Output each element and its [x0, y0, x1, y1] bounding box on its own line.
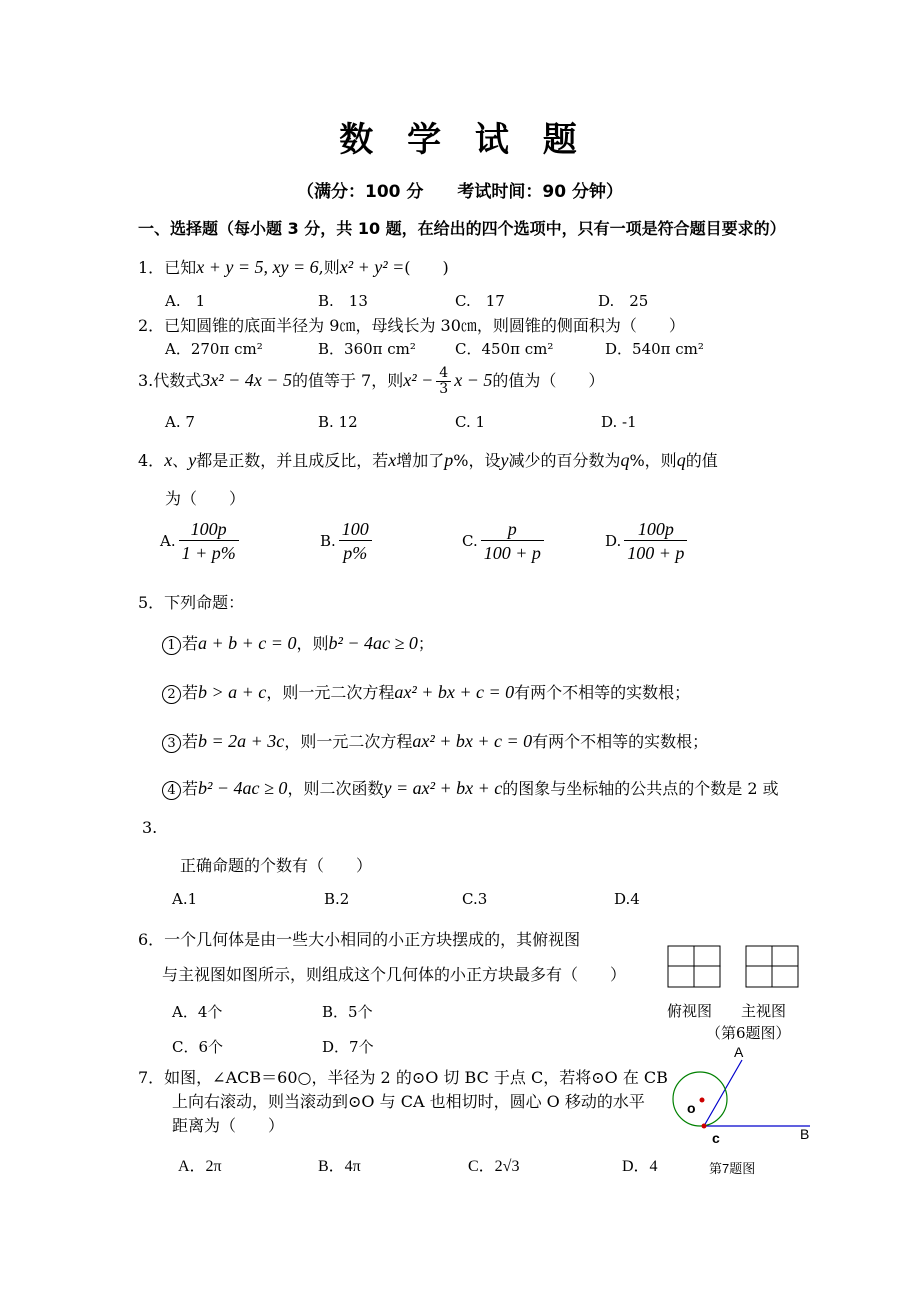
option-text: C．2√3 [468, 1158, 520, 1175]
q6-option-a[interactable]: A．4个 [172, 1003, 223, 1021]
q6-figure-caption: （第6题图） [706, 1024, 791, 1042]
q2-option-d[interactable]: D．540π cm² [605, 340, 704, 358]
fraction-numerator: 4 [436, 366, 451, 382]
q5-option-d[interactable]: D.4 [614, 890, 640, 908]
question-2: 2．已知圆锥的底面半径为 9㎝，母线长为 30㎝，则圆锥的侧面积为（ ） [138, 316, 685, 335]
text: ( ) [404, 258, 449, 277]
text: 若 [182, 732, 199, 751]
text: ，则 [296, 634, 329, 653]
page-title: 数 学 试 题 [339, 120, 581, 160]
q1-option-d[interactable]: D. 25 [598, 292, 649, 310]
q4-option-a[interactable] [160, 518, 242, 565]
fraction-denominator: p% [343, 543, 368, 563]
variable: x [388, 450, 397, 470]
formula: x² − [403, 370, 434, 390]
q7-option-b[interactable] [318, 1153, 361, 1176]
text: 若 [182, 683, 199, 702]
text: 3.代数式 [138, 371, 202, 390]
circled-number: 3 [162, 734, 181, 753]
fraction [481, 518, 544, 565]
variable: x [164, 450, 173, 470]
q1-option-a[interactable]: A. 1 [165, 292, 206, 310]
text: 有两个不相等的实数根； [532, 732, 709, 751]
proposition-4-wrap: 3. [142, 818, 158, 837]
q6-views-figure [660, 940, 810, 990]
proposition-2 [162, 680, 690, 704]
q3-option-a[interactable]: A. 7 [165, 413, 195, 431]
text: 的值为（ ） [492, 371, 605, 390]
q7-option-c[interactable] [468, 1153, 519, 1176]
top-view-square [694, 946, 720, 966]
text: 的值等于 7，则 [291, 371, 404, 390]
proposition-3 [162, 729, 708, 753]
point-c-dot [702, 1124, 707, 1129]
variable: y [188, 450, 197, 470]
text: 的值 [685, 451, 718, 470]
variable: q [620, 450, 630, 470]
q7-option-d[interactable] [622, 1153, 658, 1176]
text: ，则一元二次方程 [266, 683, 395, 702]
q1-option-b[interactable]: B. 13 [318, 292, 368, 310]
text: ，则一元二次方程 [284, 732, 413, 751]
question-7-line2: 上向右滚动，则当滚动到⊙O 与 CA 也相切时，圆心 O 移动的水平 [172, 1092, 645, 1111]
q2-option-b[interactable]: B．360π cm² [318, 340, 416, 358]
exam-info: （满分：100 分 考试时间：90 分钟） [297, 182, 623, 202]
fraction-numerator: 100 [339, 518, 372, 541]
option-text: B．4π [318, 1158, 361, 1175]
formula: b = 2a + 3c [198, 731, 285, 751]
option-text: D．4 [622, 1158, 658, 1175]
text: ； [417, 634, 434, 653]
text: 、 [172, 451, 189, 470]
text: %，设 [453, 451, 501, 470]
option-label: A. [160, 532, 176, 550]
q5-option-c[interactable]: C.3 [462, 890, 488, 908]
question-number: 4． [138, 451, 165, 470]
proposition-4 [162, 776, 779, 800]
q4-option-b[interactable] [320, 518, 375, 565]
question-6: 6．一个几何体是由一些大小相同的小正方块摆成的，其俯视图 [138, 930, 581, 949]
text: ，则二次函数 [287, 779, 384, 798]
q2-option-c[interactable]: C．450π cm² [455, 340, 554, 358]
question-6-line2: 与主视图如图所示，则组成这个几何体的小正方块最多有（ ） [162, 965, 627, 984]
q1-option-c[interactable]: C. 17 [455, 292, 505, 310]
formula: y = ax² + bx + c [383, 778, 503, 798]
question-number: 1． [138, 258, 165, 277]
q6-option-b[interactable]: B．5个 [322, 1003, 373, 1021]
q5-question: 正确命题的个数有（ ） [180, 856, 373, 875]
formula: ax² + bx + c = 0 [394, 682, 515, 702]
question-7-line3: 距离为（ ） [172, 1116, 285, 1135]
text: ,则 [318, 258, 340, 277]
fraction-numerator: 100p [179, 518, 239, 541]
q3-option-d[interactable]: D. -1 [601, 413, 637, 431]
q6-option-c[interactable]: C．6个 [172, 1038, 224, 1056]
q7-figure-caption: 第7题图 [709, 1161, 756, 1176]
fraction-denominator: 100 + p [627, 543, 685, 563]
q4-option-c[interactable] [462, 518, 547, 565]
text: 已知 [164, 258, 197, 277]
label-c: c [712, 1130, 720, 1146]
fraction-numerator: p [481, 518, 544, 541]
circled-number: 2 [162, 685, 181, 704]
formula: b² − 4ac ≥ 0 [328, 633, 418, 653]
text: 减少的百分数为 [508, 451, 621, 470]
q5-option-b[interactable]: B.2 [324, 890, 350, 908]
ray-ca [704, 1060, 742, 1126]
top-view-label: 俯视图 [667, 1002, 713, 1020]
center-o-dot [700, 1098, 705, 1103]
formula: x² + y² = [339, 257, 405, 277]
formula: x + y = 5, xy = 6 [196, 257, 319, 277]
front-view-label: 主视图 [741, 1002, 787, 1020]
q7-option-a[interactable] [178, 1153, 222, 1176]
label-o: o [687, 1100, 696, 1116]
question-1 [138, 255, 449, 278]
text: 的图象与坐标轴的公共点的个数是 2 或 [502, 779, 779, 798]
text: %，则 [629, 451, 677, 470]
text: 都是正数，并且成反比，若 [196, 451, 389, 470]
option-text: A．2π [178, 1158, 222, 1175]
formula: x − 5 [454, 370, 493, 390]
formula: b² − 4ac ≥ 0 [198, 778, 288, 798]
fraction [179, 518, 239, 565]
fraction [436, 366, 451, 397]
label-b: B [800, 1126, 810, 1142]
formula: a + b + c = 0 [198, 633, 297, 653]
front-view [746, 946, 798, 987]
circled-number: 1 [162, 636, 181, 655]
formula: b > a + c [198, 682, 267, 702]
text: 增加了 [396, 451, 445, 470]
top-view [668, 946, 720, 987]
question-5: 5．下列命题： [138, 593, 245, 612]
proposition-1 [162, 631, 434, 655]
fraction-denominator: 100 + p [483, 543, 541, 563]
q4-option-d[interactable] [605, 518, 690, 565]
question-4-line2: 为（ ） [165, 489, 246, 508]
text: 有两个不相等的实数根； [514, 683, 691, 702]
question-4 [138, 448, 718, 471]
label-a: A [734, 1044, 744, 1060]
text: 若 [182, 634, 199, 653]
option-label: D. [605, 532, 622, 550]
fraction [624, 518, 687, 565]
circled-number: 4 [162, 781, 181, 800]
q3-option-b[interactable]: B. 12 [318, 413, 358, 431]
q6-option-d[interactable]: D．7个 [322, 1038, 374, 1056]
variable: q [676, 450, 686, 470]
question-7: 7．如图，∠ACB＝60○，半径为 2 的⊙O 切 BC 于点 C，若将⊙O 在 CB [138, 1068, 668, 1087]
variable: p [444, 450, 454, 470]
fraction [339, 518, 372, 565]
option-label: C. [462, 532, 478, 550]
fraction-denominator: 1 + p% [181, 543, 236, 563]
question-3 [138, 366, 604, 397]
q5-option-a[interactable]: A.1 [172, 890, 198, 908]
variable: y [500, 450, 509, 470]
text: 若 [182, 779, 199, 798]
section-heading: 一、选择题（每小题 3 分，共 10 题，在给出的四个选项中，只有一项是符合题目要求的） [138, 219, 786, 238]
fraction-numerator: 100p [624, 518, 687, 541]
fraction-denominator: 3 [439, 381, 449, 397]
q3-option-c[interactable]: C. 1 [455, 413, 486, 431]
formula: 3x² − 4x − 5 [201, 370, 292, 390]
formula: ax² + bx + c = 0 [412, 731, 533, 751]
q2-option-a[interactable]: A．270π cm² [165, 340, 263, 358]
option-label: B. [320, 532, 336, 550]
